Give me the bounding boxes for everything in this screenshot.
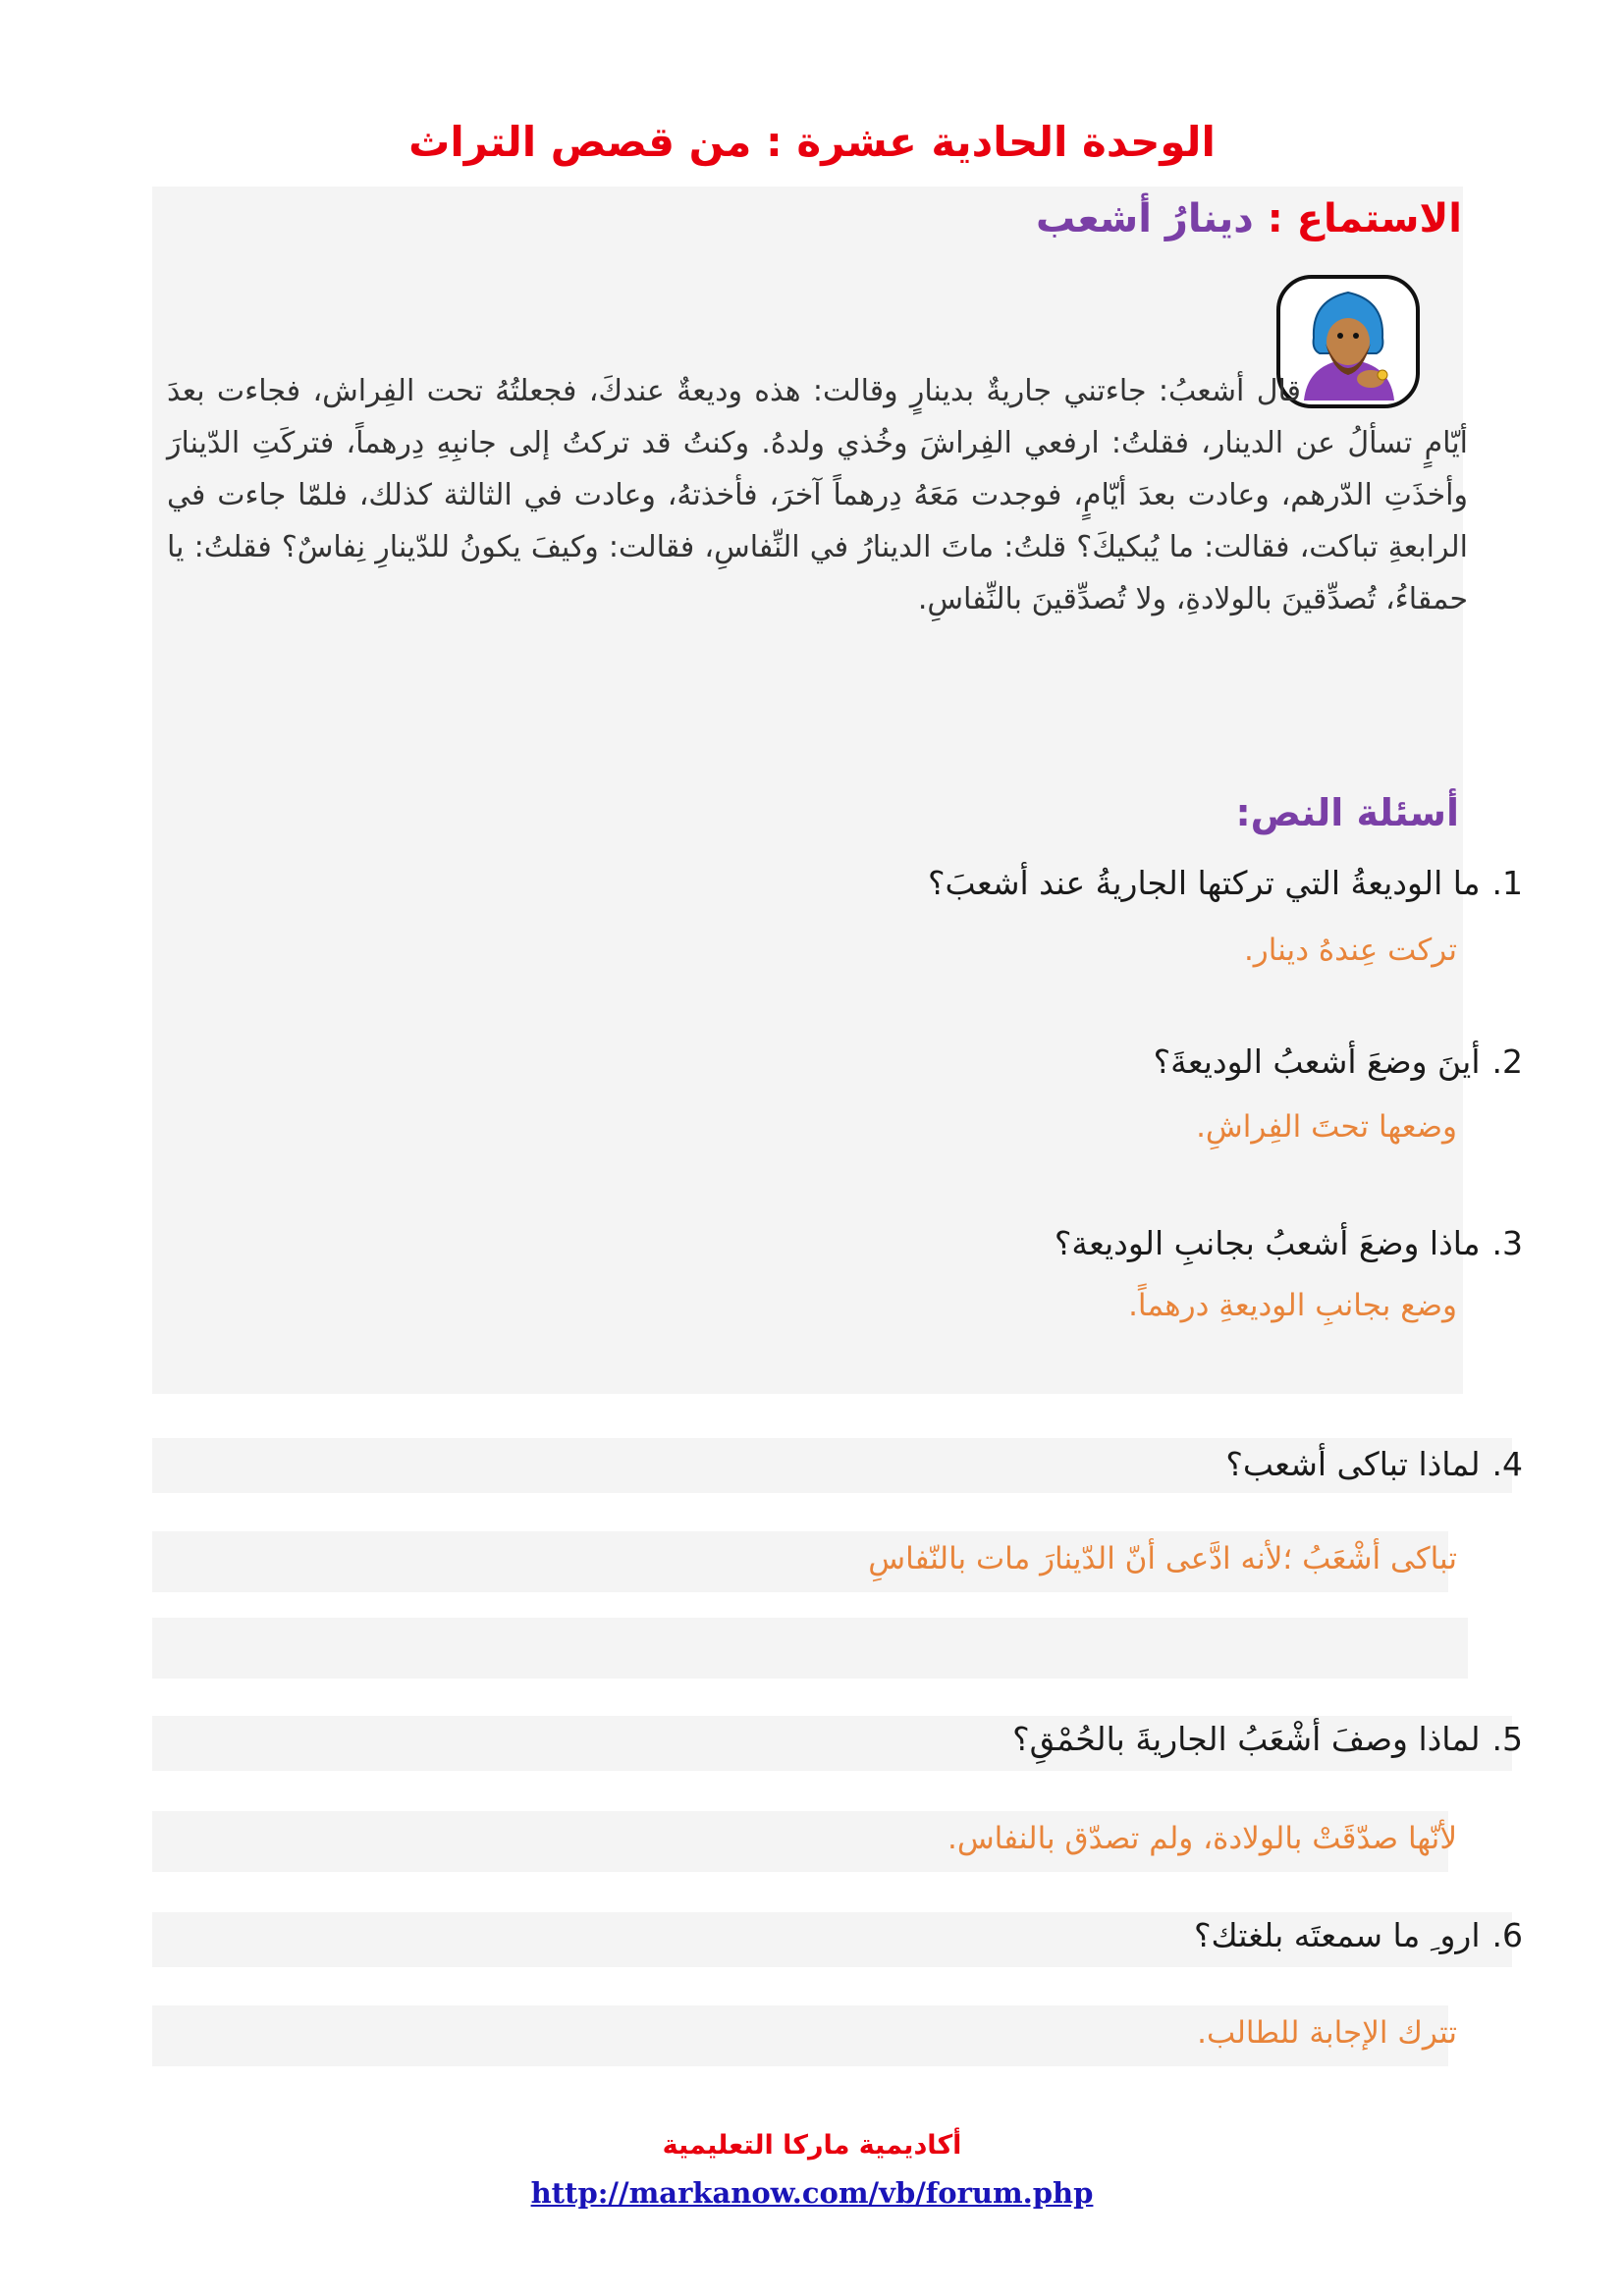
answer-5: لأنّها صدّقَتْ بالولادة، ولم تصدّق بالنفاس. (947, 1821, 1457, 1856)
section-heading (1036, 196, 1462, 241)
story-text: قال أشعبُ: جاءتني جاريةٌ بدينارٍ وقالت: هذه وديعةٌ عندكَ، فجعلتُهُ تحت الفِراش، فجاءت بعدَ أيّامٍ تسألُ عن الدينار، فقلتُ: ارفعي الفِراشَ وخُذي ولدهُ. وكنتُ قد تركتُ إلى جانبِهِ دِرهماً، فتركَتِ الدّينارَ وأخذَتِ الدّرهم، وعادت بعدَ أيّامٍ، فوجدت مَعَهُ دِرهماً آخرَ، فأخذتهُ، وعادت في الثالثة كذلك، فلمّا جاءت في الرابعةِ تباكت، فقالت: ما يُبكيكَ؟ قلتُ: ماتَ الدينارُ في النِّفاسِ، فقالت: وكيفَ يكونُ للدّينارِ نِفاسٌ؟ فقلتُ: يا حمقاءُ، تُصدِّقينَ بالولادةِ، ولا تُصدِّقينَ بالنِّفاسِ. (167, 374, 1468, 616)
question-text: أينَ وضعَ أشعبُ الوديعةَ؟ (1153, 1042, 1481, 1081)
question-2 (1154, 1042, 1523, 1081)
section-topic: دينارُ أشعب (1035, 196, 1254, 241)
question-number: 1. (1491, 864, 1523, 902)
question-1 (928, 864, 1523, 902)
question-number: 6. (1491, 1916, 1523, 1954)
question-text: ماذا وضعَ أشعبُ بجانبِ الوديعة؟ (1054, 1224, 1481, 1262)
blank-strip (152, 1618, 1468, 1679)
question-number: 4. (1491, 1445, 1523, 1483)
questions-heading: أسئلة النص: (1235, 791, 1459, 834)
question-6 (1194, 1916, 1523, 1954)
question-number: 5. (1491, 1720, 1523, 1758)
question-text: لماذا تباكى أشعب؟ (1225, 1445, 1481, 1483)
answer-2: وضعها تحتَ الفِراشِ. (1196, 1109, 1457, 1145)
page-title: الوحدة الحادية عشرة : من قصص التراث (408, 118, 1216, 166)
question-5 (1012, 1720, 1523, 1758)
footer-academy-name: أكاديمية ماركا التعليمية (662, 2130, 962, 2161)
section-lead: الاستماع : (1267, 196, 1462, 241)
question-4 (1225, 1445, 1523, 1483)
answer-3: وضع بجانبِ الوديعةِ درهماً. (1128, 1288, 1457, 1323)
footer-link[interactable]: http://markanow.com/vb/forum.php (530, 2176, 1094, 2210)
question-3 (1055, 1224, 1523, 1262)
question-number: 2. (1491, 1042, 1523, 1081)
question-number: 3. (1491, 1224, 1523, 1262)
question-text: ما الوديعةُ التي تركتها الجاريةُ عند أشعبَ؟ (928, 864, 1481, 902)
answer-1: تركت عِندهُ دينار. (1243, 933, 1457, 968)
question-text: لماذا وصفَ أشْعَبُ الجاريةَ بالحُمْقِ؟ (1012, 1720, 1481, 1758)
answer-4: تباكى أشْعَبُ ؛لأنه ادَّعى أنّ الدّينارَ مات بالنّفاسِ (868, 1541, 1457, 1576)
answer-6: تترك الإجابة للطالب. (1197, 2015, 1457, 2051)
question-text: ارو ِ ما سمعتَه بلغتك؟ (1193, 1916, 1481, 1954)
